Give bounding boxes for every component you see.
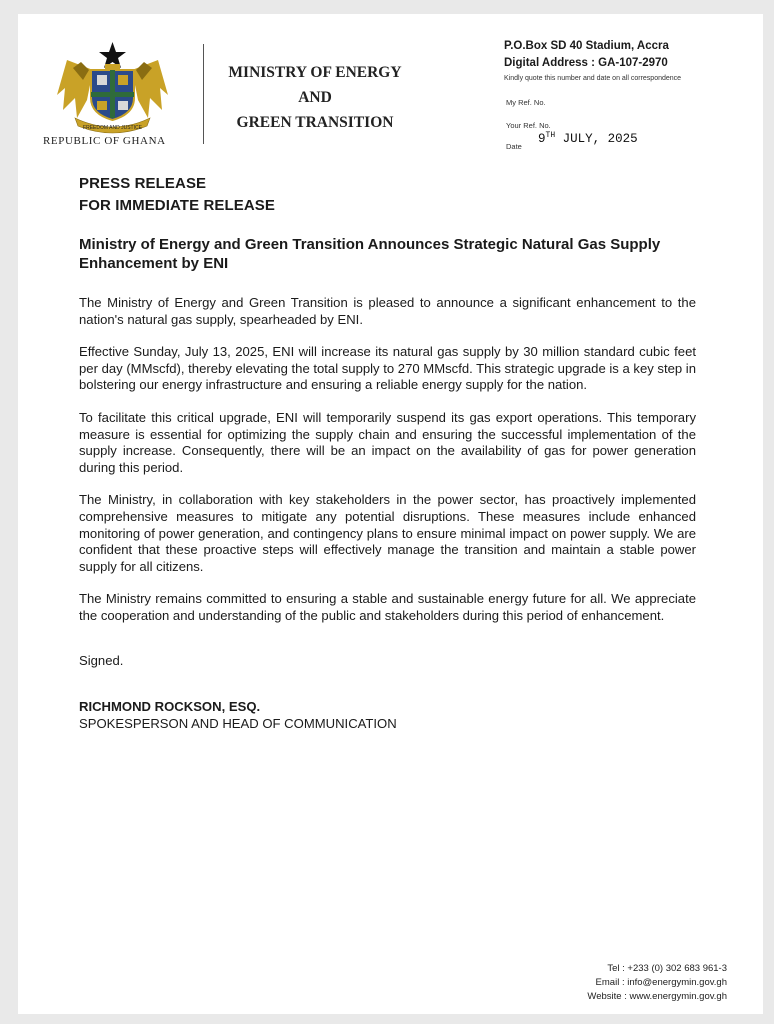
paragraph-3: To facilitate this critical upgrade, ENI will temporarily suspend its gas export operations. This temporary measure is essential for optimizing the supply chain and ensuring the successful implementation of the supply increase. Consequently, there will be an impact on the availability of gas for power generation during this period.: [79, 409, 696, 475]
crest-motto: FREEDOM AND JUSTICE: [83, 125, 142, 131]
po-box: P.O.Box SD 40 Stadium, Accra: [504, 40, 669, 52]
right-eagle-icon: [132, 60, 168, 118]
signer-title: SPOKESPERSON AND HEAD OF COMMUNICATION: [79, 715, 397, 731]
headline: Ministry of Energy and Green Transition Announces Strategic Natural Gas Supply Enhancement by ENI: [79, 236, 661, 272]
ministry-name-line3: GREEN TRANSITION: [236, 114, 394, 131]
press-release-body: [79, 173, 696, 732]
ghana-coat-of-arms-icon: [55, 40, 170, 135]
date-day: 9: [538, 132, 546, 146]
signer-name: RICHMOND ROCKSON, ESQ.: [79, 699, 261, 715]
ministry-name-line2: AND: [298, 89, 332, 106]
date-suffix: TH: [545, 130, 556, 140]
paragraph-1: The Ministry of Energy and Green Transition is pleased to announce a significant enhancement to the nation's natural gas supply, spearheaded by ENI.: [79, 295, 696, 327]
your-ref-label: Your Ref. No.: [506, 121, 551, 130]
ministry-name: [210, 60, 420, 135]
my-ref-label: My Ref. No.: [506, 98, 546, 107]
immediate-release-label: FOR IMMEDIATE RELEASE: [79, 197, 275, 214]
signed-text: Signed.: [79, 652, 124, 668]
footer-email: Email : info@energymin.gov.gh: [595, 977, 727, 988]
paragraph-5: The Ministry remains committed to ensuring a stable and sustainable energy future for all. We appreciate the cooperation and understanding of the public and stakeholders during this period of enhancement.: [79, 591, 696, 623]
paragraph-2: Effective Sunday, July 13, 2025, ENI will increase its natural gas supply by 30 million standard cubic feet per day (MMscfd), thereby elevating the total supply to 270 MMscfd. This strategic upgrade is a key step in bolstering our energy infrastructure and ensuring a reliable energy supply for the nation.: [79, 344, 696, 393]
digital-address: Digital Address : GA-107-2970: [504, 57, 668, 69]
left-eagle-icon: [57, 60, 93, 118]
address-block: [504, 38, 734, 82]
contact-footer: [507, 962, 727, 1004]
footer-website: Website : www.energymin.gov.gh: [587, 991, 727, 1002]
paragraph-4: The Ministry, in collaboration with key stakeholders in the power sector, has proactively implemented comprehensive measures to mitigate any potential disruptions. These measures include enhanced monitoring of power generation, and contingency plans to ensure minimal impact on power supply. We are confident that these proactive steps will effectively manage the transition and maintain a stable power supply for all citizens.: [79, 492, 696, 574]
press-release-label: PRESS RELEASE: [79, 175, 207, 192]
date-value: [538, 132, 638, 146]
quote-note: Kindly quote this number and date on all correspondence: [504, 75, 682, 82]
date-rest: JULY, 2025: [555, 132, 638, 146]
header-divider: [203, 44, 204, 144]
footer-tel: Tel : +233 (0) 302 683 961-3: [607, 963, 727, 974]
ministry-name-line1: MINISTRY OF ENERGY: [228, 64, 402, 81]
date-label: Date: [506, 142, 522, 151]
republic-label: REPUBLIC OF GHANA: [43, 135, 166, 147]
